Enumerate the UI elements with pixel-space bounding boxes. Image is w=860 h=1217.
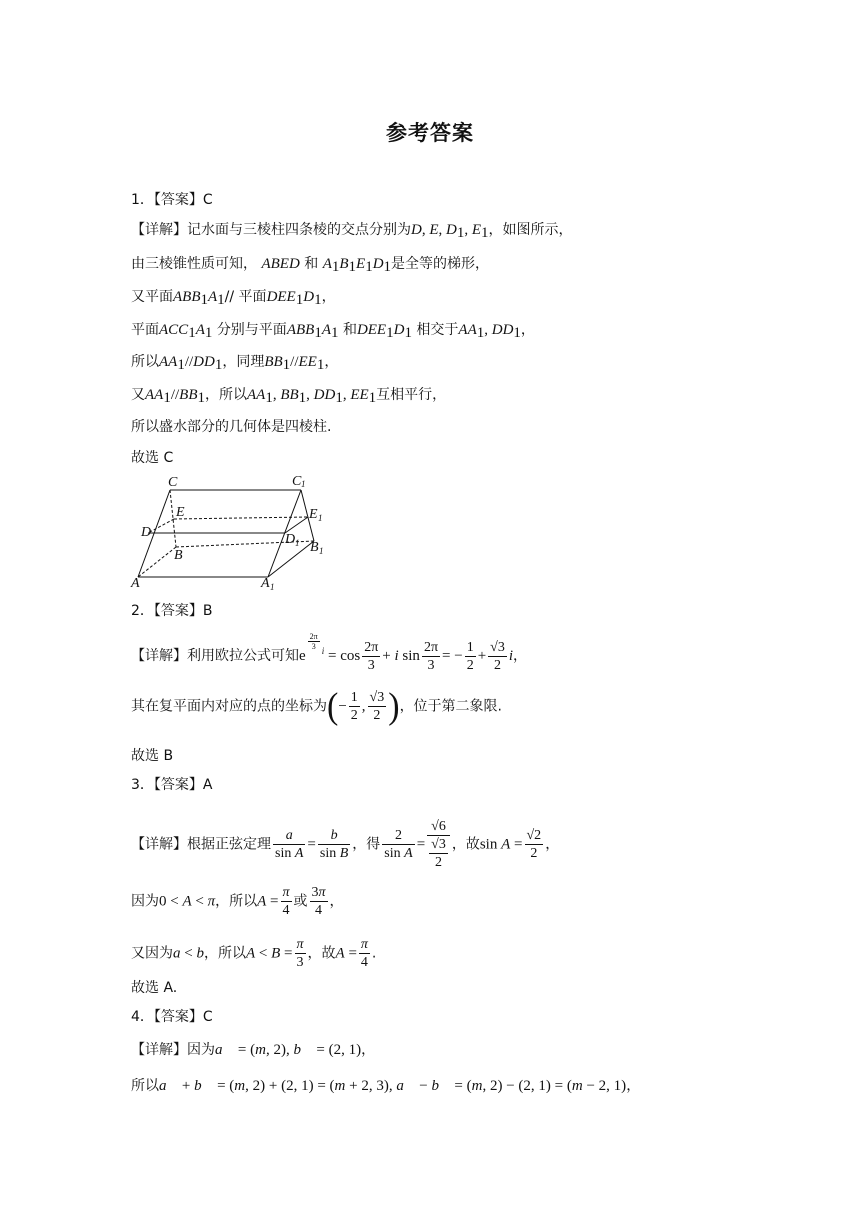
q1-answer-header: 1．【答案】C [131, 192, 213, 208]
q4-detail-line-1: 【详解】因为a⃗ = (m, 2), b⃗ = (2, 1)， [131, 1042, 376, 1058]
q2-choice: 故选 B [131, 748, 174, 764]
label-D1: D [285, 532, 296, 547]
q2-detail-line-1: 【详解】利用欧拉公式可知e $^{\frac{2\pi}{3} i}$ = cos $\frac{2\pi}{3}$ + i sin $\frac{2\pi}{3}$ = − $\frac{1}{2}$ + $\frac{√3}{2}$ i， [131, 632, 528, 673]
q1-detail-line-1: 【详解】记水面与三棱柱四条棱的交点分别为D, E, $D_1$, $E_1$，如图所示， [131, 222, 573, 241]
q1-detail-line-4: 平面$ACC_1A_1$ 分别与平面$ABB_1A_1$ 和$DEE_1D_1$ 相交于$AA_1$, $DD_1$， [131, 322, 535, 341]
q3-detail-line-2: 因为0 < A < π，所以A = $\frac{\pi}{4}$ 或 $\frac{3\pi}{4}$ ， [131, 885, 344, 918]
q1-detail-line-2: 由三棱锥性质可知， ABED 和 $A_1B_1E_1D_1$是全等的梯形， [131, 256, 490, 275]
label-B: B [174, 548, 183, 563]
page-title: 参考答案 [386, 121, 474, 145]
svg-text:1: 1 [295, 538, 300, 548]
prism-figure [128, 470, 338, 592]
svg-text:1: 1 [270, 582, 275, 592]
q3-detail-line-3: 又因为a < b，所以A < B = $\frac{\pi}{3}$ ，故A = $\frac{\pi}{4}$ . [131, 937, 377, 970]
label-C1: C [292, 474, 302, 489]
label-E1: E [309, 507, 318, 522]
q2-answer-header: 2．【答案】B [131, 603, 213, 619]
q1-choice: 故选 C [131, 450, 174, 466]
q1-detail-line-7: 所以盛水部分的几何体是四棱柱. [131, 419, 332, 435]
q3-choice: 故选 A. [131, 980, 178, 996]
label-C: C [168, 475, 178, 490]
q1-detail-line-3: 又平面$ABB_1A_1//$ 平面$DEE_1D_1$， [131, 289, 336, 308]
label-A1: A [261, 576, 270, 591]
svg-text:1: 1 [318, 513, 323, 523]
q3-answer-header: 3．【答案】A [131, 777, 213, 793]
svg-text:1: 1 [301, 479, 306, 489]
svg-text:1: 1 [319, 546, 324, 556]
label-B1: B [310, 540, 319, 555]
label-A: A [131, 576, 140, 591]
q1-detail-line-6: 又$AA_1//BB_1$，所以$AA_1$, $BB_1$, $DD_1$, $EE_1$互相平行， [131, 387, 447, 406]
q4-answer-header: 4．【答案】C [131, 1009, 213, 1025]
q2-detail-line-2: 其在复平面内对应的点的坐标为(− $\frac{1}{2}$ , $\frac{√3}{2}$ )，位于第二象限. [131, 685, 503, 727]
label-D: D [141, 525, 152, 540]
label-E: E [176, 505, 185, 520]
q4-detail-line-2: 所以a⃗ + b⃗ = (m, 2) + (2, 1) = (m + 2, 3), a⃗ − b⃗ = (m, 2) − (2, 1) = (m − 2, 1)， [131, 1078, 641, 1094]
q3-detail-line-1: 【详解】根据正弦定理 $\frac{a}{\text{sin A}}$ = $\frac{b}{\text{sin B}}$ ，得 $\frac{2}{\text{sin A}}$ = $\frac{√6}{\frac{√3}{2}}$ ，故sin A = $\frac{√2}{2}$ ， [131, 819, 560, 870]
q1-detail-line-5: 所以$AA_1//DD_1$，同理$BB_1//EE_1$， [131, 354, 339, 373]
